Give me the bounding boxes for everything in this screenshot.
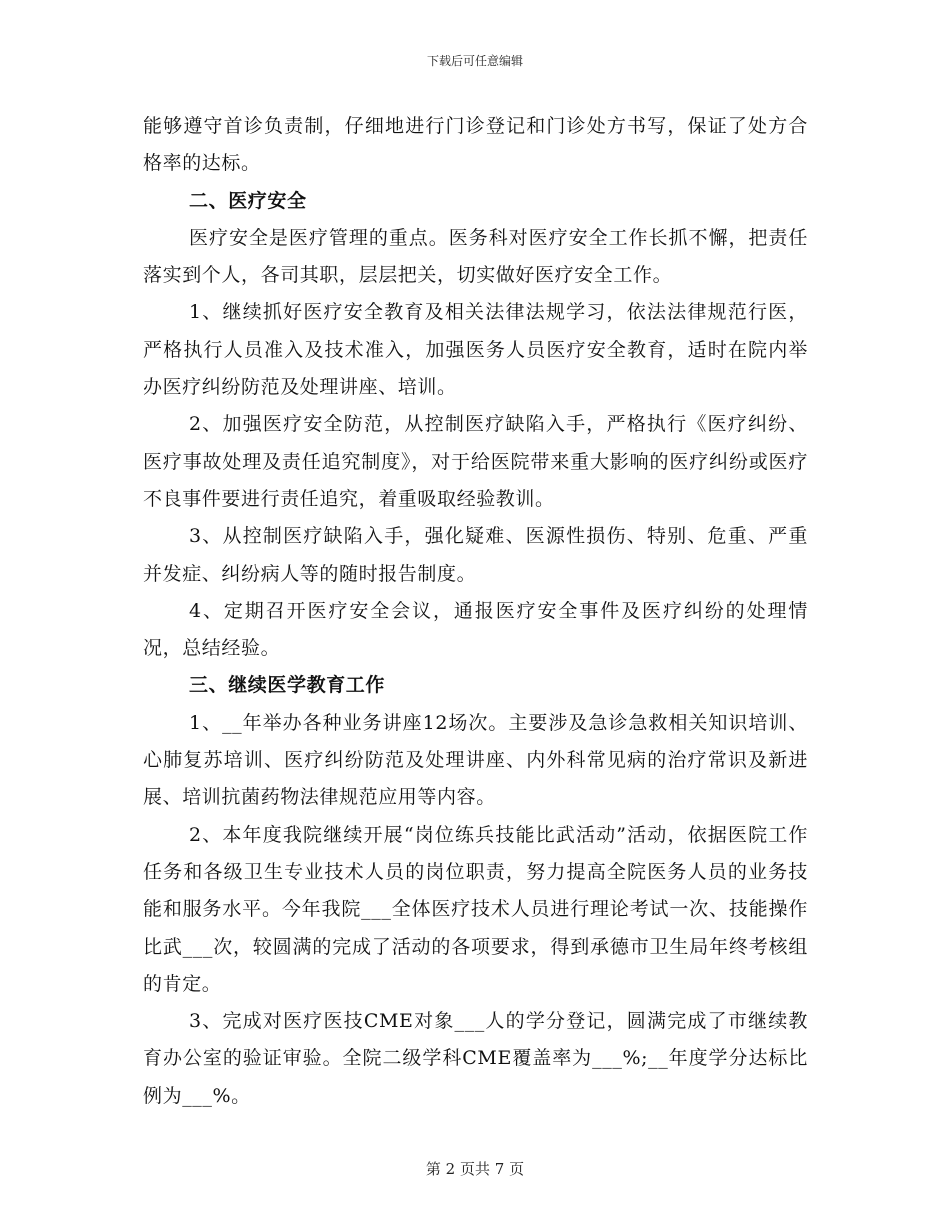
section-heading-continuing-education: 三、继续医学教育工作 [189, 674, 386, 697]
paragraph-continuation: 能够遵守首诊负责制，仔细地进行门诊登记和门诊处方书写，保证了处方合格率的达标。 [143, 115, 808, 175]
paragraph: 1、__年举办各种业务讲座12场次。主要涉及急诊急救相关知识培训、心肺复苏培训、医疗纠纷防范及处理讲座、内外科常见病的治疗常识及新进展、培训抗菌药物法律规范应用等内容。 [143, 711, 808, 809]
page-footer: 第 2 页共 7 页 [425, 1160, 525, 1178]
section-heading-medical-safety: 二、医疗安全 [189, 189, 307, 212]
paragraph: 3、完成对医疗医技CME对象___人的学分登记，圆满完成了市继续教育办公室的验证审验。全院二级学科CME覆盖率为___%;__年度学分达标比例为___%。 [143, 1010, 808, 1107]
paragraph: 1、继续抓好医疗安全教育及相关法律法规学习，依法法律规范行医，严格执行人员准入及技术准入，加强医务人员医疗安全教育，适时在院内举办医疗纠纷防范及处理讲座、培训。 [143, 301, 808, 399]
document-body [143, 108, 808, 1115]
paragraph: 3、从控制医疗缺陷入手，强化疑难、医源性损伤、特别、危重、严重并发症、纠纷病人等的随时报告制度。 [143, 525, 808, 585]
paragraph: 医疗安全是医疗管理的重点。医务科对医疗安全工作长抓不懈，把责任落实到个人，各司其职，层层把关，切实做好医疗安全工作。 [143, 226, 808, 287]
paragraph: 2、加强医疗安全防范，从控制医疗缺陷入手，严格执行《医疗纠纷、医疗事故处理及责任追究制度》，对于给医院带来重大影响的医疗纠纷或医疗不良事件要进行责任追究，着重吸取经验教训。 [143, 413, 808, 510]
page-header: 下载后可任意编辑 [426, 54, 523, 68]
paragraph: 4、定期召开医疗安全会议，通报医疗安全事件及医疗纠纷的处理情况，总结经验。 [143, 599, 808, 660]
paragraph: 2、本年度我院继续开展“岗位练兵技能比武活动”活动，依据医院工作任务和各级卫生专业技术人员的岗位职责，努力提高全院医务人员的业务技能和服务水平。今年我院___全体医疗技术人员进行理论考试一次、技能操作比武___次，较圆满的完成了活动的各项要求，得到承德市卫生局年终考核组的肯定。 [143, 823, 808, 995]
